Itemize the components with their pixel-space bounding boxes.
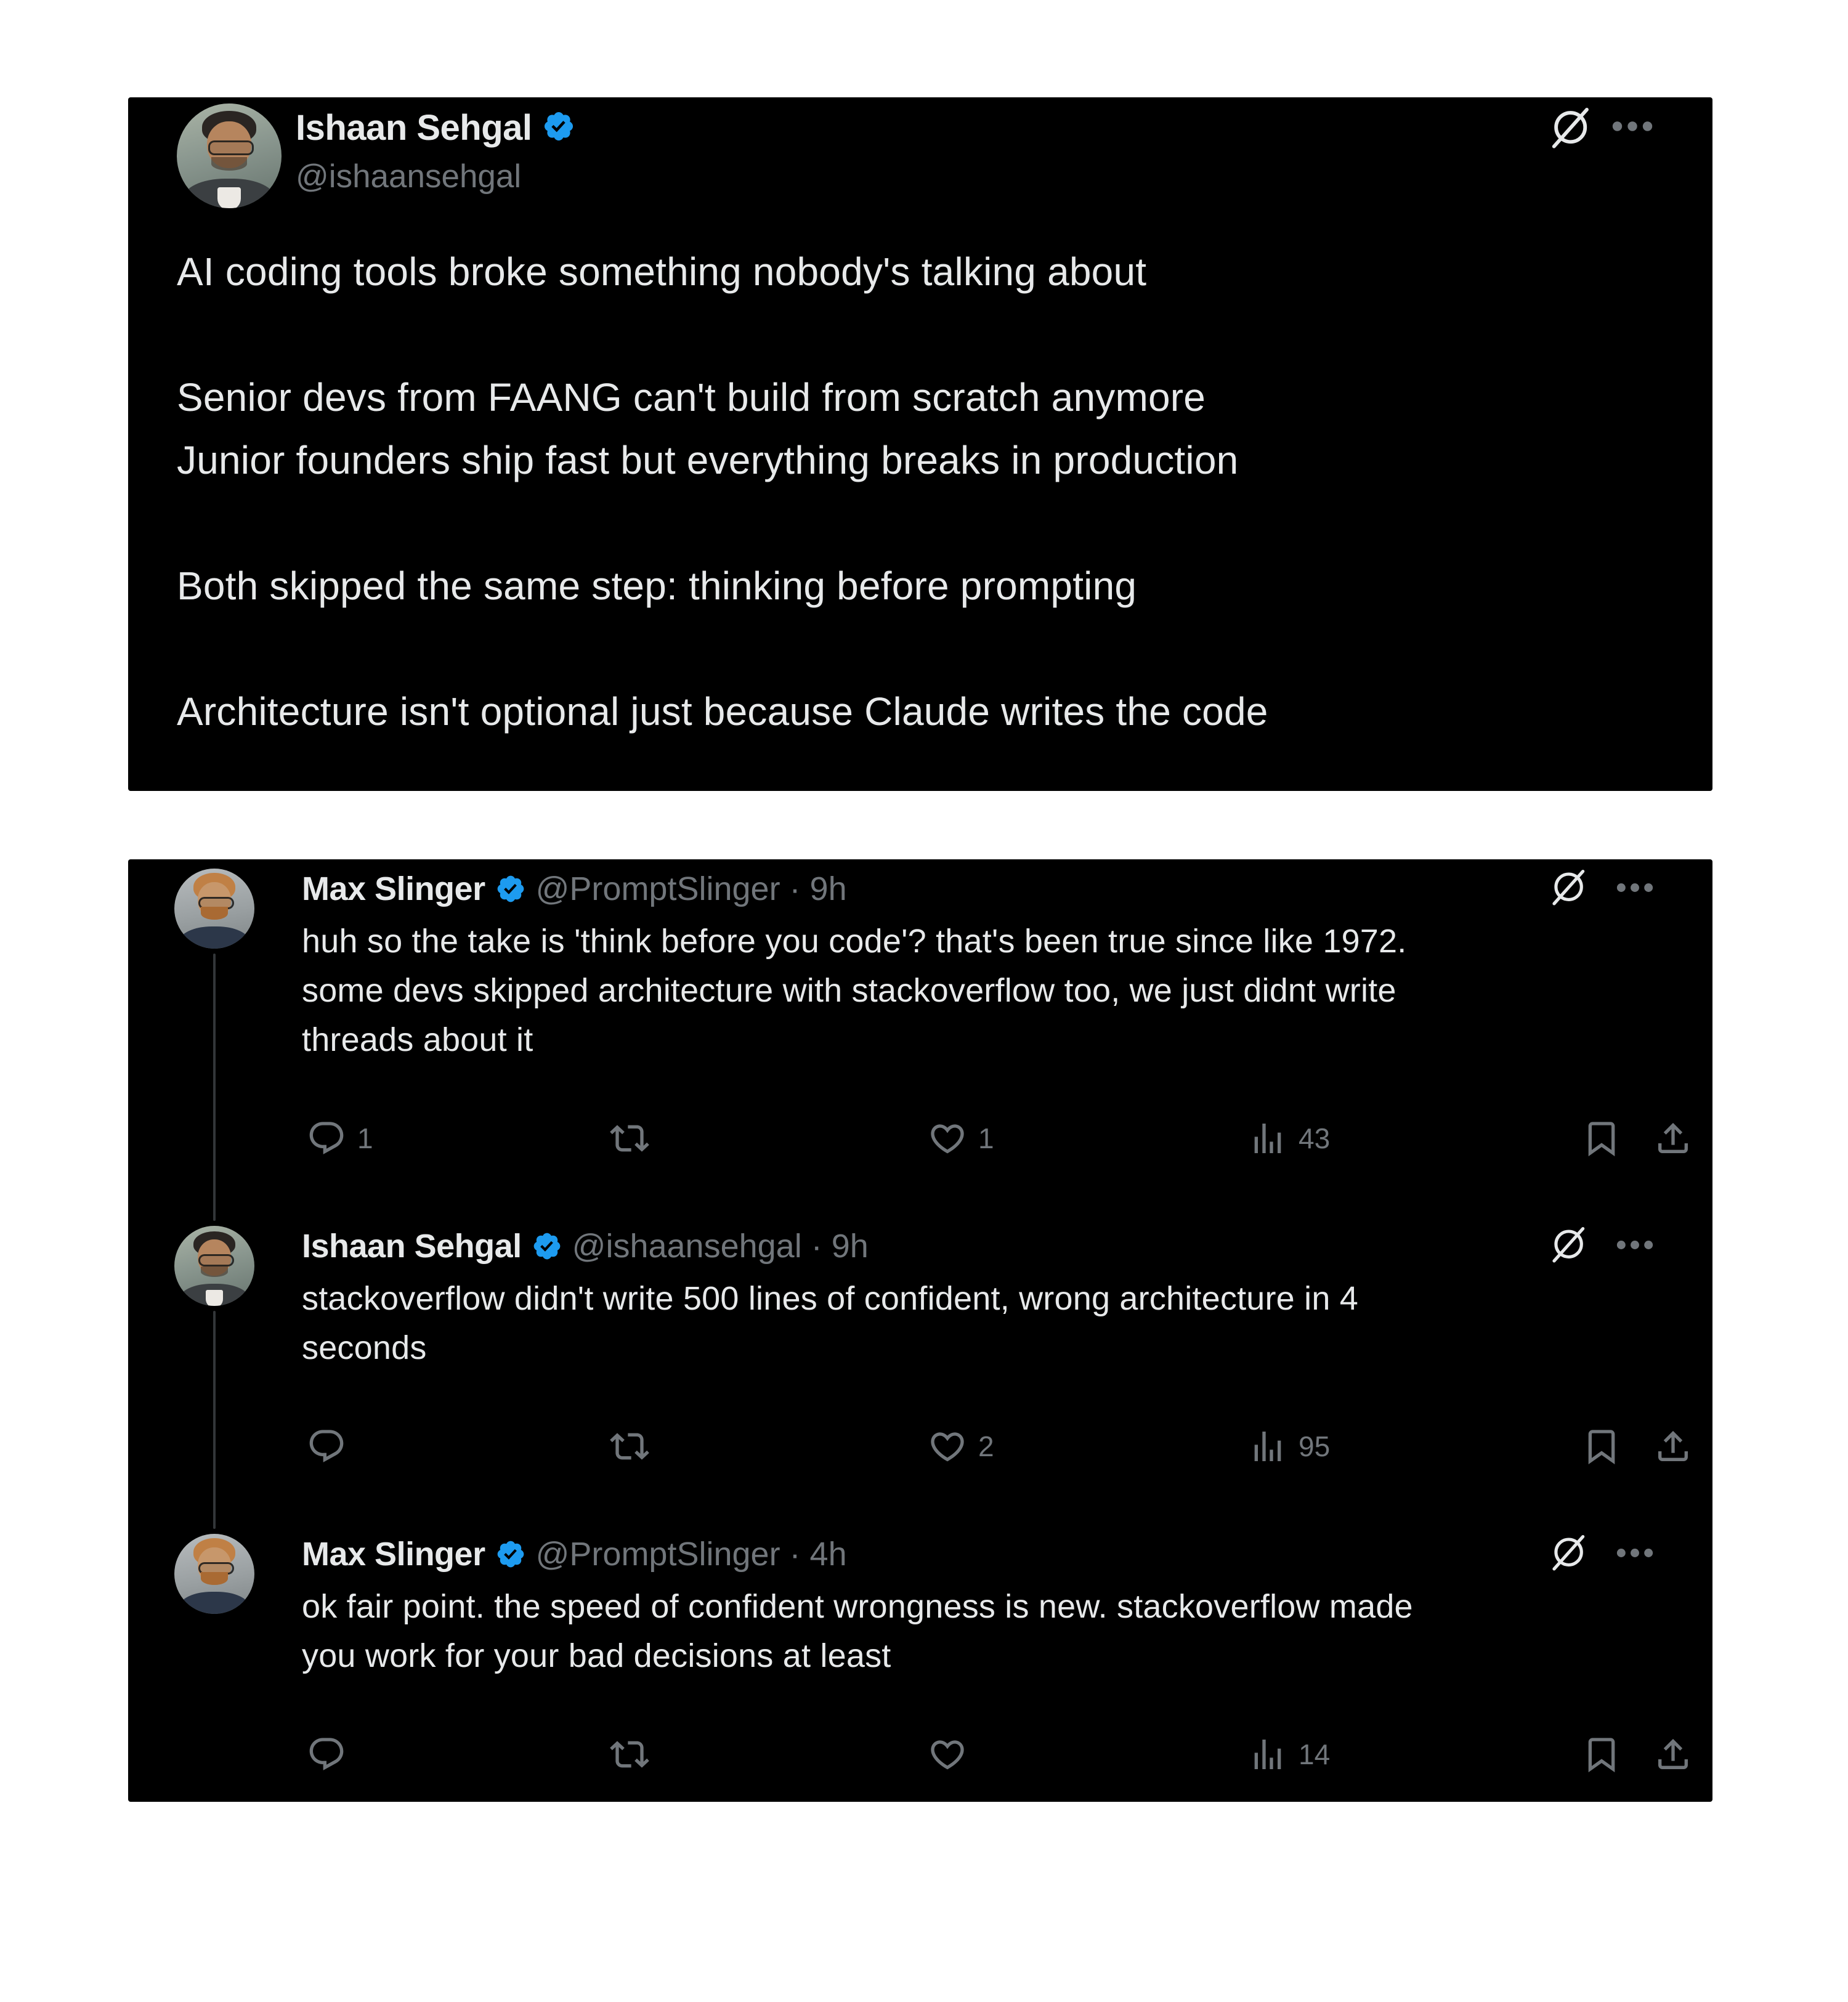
like-button[interactable] [928,1119,994,1158]
reply-text-line: seconds [302,1329,427,1366]
reply-author-name[interactable]: Ishaan Sehgal [302,1228,522,1265]
like-count: 1 [978,1122,994,1154]
reply-button[interactable] [307,1427,346,1466]
views-icon [1248,1735,1287,1774]
reply-button[interactable] [307,1119,373,1158]
reply-author-name[interactable]: Max Slinger [302,870,485,907]
grok-button[interactable] [1545,102,1595,155]
more-icon [1607,113,1658,139]
main-tweet-card [128,97,1712,791]
grok-button[interactable] [1546,865,1591,911]
thread-connector-line [213,954,216,1221]
share-icon [1653,1735,1693,1774]
like-icon [928,1119,967,1158]
reply-text-line: stackoverflow didn't write 500 lines of confident, wrong architecture in 4 [302,1280,1358,1317]
like-icon [928,1427,967,1466]
share-button[interactable] [1653,1119,1693,1158]
more-button[interactable] [1611,876,1658,901]
reply-count: 1 [357,1122,373,1154]
grok-button[interactable] [1546,1530,1591,1576]
reply-text-line: ok fair point. the speed of confident wrongness is new. stackoverflow made [302,1588,1413,1625]
views-icon [1248,1119,1287,1158]
reply-text [302,917,1406,1064]
reply-header [302,869,847,909]
reply-handle-time[interactable]: @PromptSlinger · 9h [535,870,847,907]
reply-text-line: huh so the take is 'think before you code'? that's been true since like 1972. [302,923,1407,960]
reply-text-line: threads about it [302,1021,533,1058]
reply-thread-card [128,859,1712,1802]
reply-button[interactable] [307,1735,346,1774]
bookmark-button[interactable] [1582,1119,1621,1158]
share-button[interactable] [1653,1735,1693,1774]
verified-badge-icon [532,1231,562,1262]
grok-icon [1546,1530,1591,1574]
verified-badge-icon [495,1539,526,1570]
bookmark-icon [1582,1427,1621,1466]
grok-icon [1546,1222,1591,1266]
views-icon [1248,1427,1287,1466]
views-count: 95 [1299,1430,1331,1462]
repost-icon [610,1735,649,1774]
repost-button[interactable] [610,1427,649,1466]
views-button[interactable] [1248,1427,1330,1466]
views-count: 14 [1299,1738,1331,1770]
tweet-text-line: Junior founders ship fast but everything breaks in production [177,438,1239,482]
tweet-paragraph [177,680,1682,743]
avatar-ishaan[interactable] [174,1226,254,1306]
bookmark-icon [1582,1735,1621,1774]
reply-text-line: you work for your bad decisions at least [302,1637,891,1674]
reply-icon [307,1119,346,1158]
share-icon [1653,1119,1693,1158]
reply-text [302,1582,1413,1680]
reply-header [302,1534,847,1574]
repost-button[interactable] [610,1735,649,1774]
more-icon [1611,1233,1658,1257]
avatar-ishaan[interactable] [177,103,282,208]
like-count: 2 [978,1430,994,1462]
reply-handle-time[interactable]: @ishaansehgal · 9h [572,1228,869,1265]
tweet-text-line: Senior devs from FAANG can't build from scratch anymore [177,375,1206,419]
tweet-action-bar [302,1735,1693,1778]
tweet-paragraph [177,366,1682,492]
more-button[interactable] [1611,1233,1658,1258]
grok-button[interactable] [1546,1222,1591,1268]
reply-icon [307,1427,346,1466]
avatar-max[interactable] [174,1534,254,1614]
tweet-paragraph [177,554,1682,617]
thread-connector-line [213,1311,216,1529]
views-button[interactable] [1248,1119,1330,1158]
author-name-row [296,107,575,148]
verified-badge-icon [495,873,526,904]
tweet-action-bar [302,1427,1693,1470]
verified-badge-icon [542,110,575,143]
bookmark-button[interactable] [1582,1427,1621,1466]
like-button[interactable] [928,1427,994,1466]
repost-icon [610,1119,649,1158]
avatar-max[interactable] [174,869,254,949]
tweet-action-bar [302,1119,1693,1162]
author-handle[interactable]: @ishaansehgal [296,158,522,195]
verified-badge [542,110,575,146]
bookmark-button[interactable] [1582,1735,1621,1774]
more-icon [1611,1541,1658,1565]
share-button[interactable] [1653,1427,1693,1466]
repost-button[interactable] [610,1119,649,1158]
tweet-text-line: AI coding tools broke something nobody's talking about [177,249,1147,294]
like-button[interactable] [928,1735,967,1774]
more-button[interactable] [1607,113,1658,141]
tweet-text-line: Both skipped the same step: thinking before prompting [177,564,1137,608]
grok-icon [1545,102,1595,153]
tweet-text [177,240,1682,743]
repost-icon [610,1427,649,1466]
like-icon [928,1735,967,1774]
more-icon [1611,876,1658,899]
reply-icon [307,1735,346,1774]
bookmark-icon [1582,1119,1621,1158]
reply-handle-time[interactable]: @PromptSlinger · 4h [535,1536,847,1573]
author-display-name[interactable]: Ishaan Sehgal [296,108,532,148]
reply-text [302,1274,1358,1372]
views-button[interactable] [1248,1735,1330,1774]
reply-header [302,1226,869,1266]
reply-text-line: some devs skipped architecture with stackoverflow too, we just didnt write [302,972,1396,1009]
share-icon [1653,1427,1693,1466]
tweet-paragraph [177,240,1682,303]
grok-icon [1546,865,1591,909]
tweet-text-line: Architecture isn't optional just because Claude writes the code [177,689,1268,734]
views-count: 43 [1299,1122,1331,1154]
reply-author-name[interactable]: Max Slinger [302,1536,485,1573]
more-button[interactable] [1611,1541,1658,1566]
